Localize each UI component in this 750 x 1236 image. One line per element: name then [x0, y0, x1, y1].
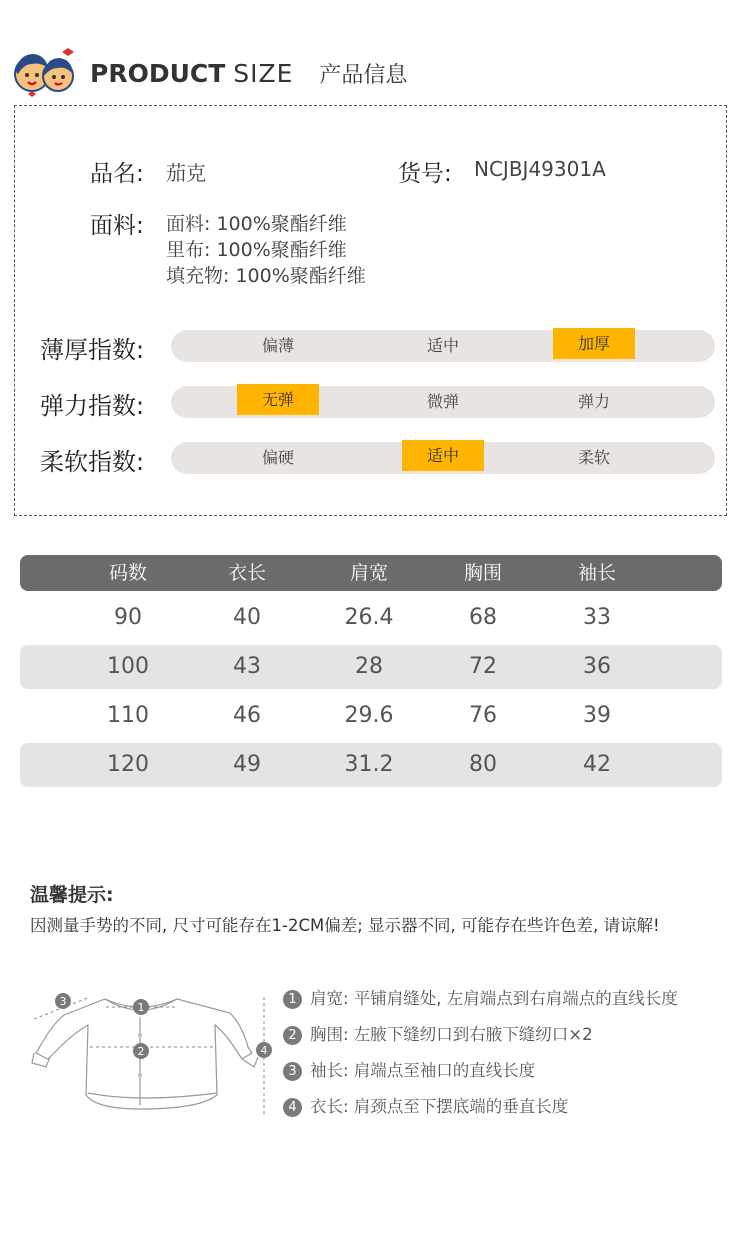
col-header: 袖长 [577, 562, 616, 584]
table-cell: 76 [469, 703, 497, 728]
index-option: 适中 [426, 336, 459, 355]
measure-text: 衣长: 肩颈点至下摆底端的垂直长度 [310, 1097, 569, 1116]
title-cn: 产品信息 [319, 63, 408, 88]
fabric-line: 里布: 100%聚酯纤维 [166, 239, 347, 261]
svg-text:4: 4 [260, 1044, 268, 1057]
number-badge-icon: 1 [283, 990, 302, 1009]
table-cell: 28 [355, 654, 383, 679]
svg-text:2: 2 [137, 1045, 145, 1058]
index-option-selected: 无弹 [237, 384, 319, 415]
measure-text: 胸围: 左腋下缝纫口到右腋下缝纫口×2 [310, 1025, 593, 1044]
jacket-diagram-icon [20, 985, 280, 1125]
number-badge-icon: 3 [283, 1062, 302, 1081]
measure-item [283, 1057, 535, 1081]
kids-logo-icon [10, 44, 80, 100]
table-row [20, 645, 722, 689]
tips-text: 因测量手势的不同, 尺寸可能存在1-2CM偏差; 显示器不同, 可能存在些许色差, 请谅解! [30, 916, 660, 935]
measure-text: 袖长: 肩端点至袖口的直线长度 [310, 1061, 536, 1080]
fabric-label: 面料: [90, 213, 144, 239]
table-cell: 68 [469, 605, 497, 630]
table-cell: 72 [469, 654, 497, 679]
col-header: 胸围 [463, 562, 502, 584]
elasticity-index-bar [171, 386, 715, 418]
table-cell: 100 [107, 654, 149, 679]
number-badge-icon: 2 [283, 1026, 302, 1045]
table-cell: 36 [583, 654, 611, 679]
measure-item [283, 1093, 568, 1117]
table-cell: 43 [233, 654, 261, 679]
svg-text:3: 3 [59, 995, 67, 1008]
name-value: 茄克 [166, 161, 206, 185]
title-bold: PRODUCT [90, 59, 226, 88]
table-cell: 42 [583, 752, 611, 777]
sku-value: NCJBJ49301A [474, 157, 606, 181]
index-option: 偏薄 [261, 336, 294, 355]
table-cell: 31.2 [344, 752, 394, 777]
measure-item [283, 985, 678, 1009]
softness-index-label: 柔软指数: [40, 448, 145, 476]
name-label: 品名: [90, 161, 144, 187]
size-table [20, 555, 722, 787]
index-option-selected: 加厚 [553, 328, 635, 359]
table-cell: 33 [583, 605, 611, 630]
fabric-line: 填充物: 100%聚酯纤维 [166, 265, 366, 287]
sku-label: 货号: [398, 161, 452, 187]
table-cell: 90 [114, 605, 142, 630]
svg-text:1: 1 [137, 1001, 145, 1014]
index-option-selected: 适中 [402, 440, 484, 471]
table-cell: 110 [107, 703, 149, 728]
table-cell: 26.4 [344, 605, 394, 630]
index-option: 偏硬 [261, 448, 294, 467]
elasticity-index-label: 弹力指数: [40, 392, 145, 420]
table-row [20, 743, 722, 787]
softness-index-bar [171, 442, 715, 474]
thickness-index-bar [171, 330, 715, 362]
table-row [20, 694, 722, 738]
index-option: 柔软 [577, 448, 610, 467]
table-cell: 80 [469, 752, 497, 777]
measure-text: 肩宽: 平铺肩缝处, 左肩端点到右肩端点的直线长度 [310, 989, 678, 1008]
table-cell: 49 [233, 752, 261, 777]
fabric-line: 面料: 100%聚酯纤维 [166, 213, 347, 235]
table-cell: 40 [233, 605, 261, 630]
table-cell: 46 [233, 703, 261, 728]
col-header: 码数 [108, 562, 147, 584]
table-cell: 120 [107, 752, 149, 777]
table-cell: 29.6 [344, 703, 394, 728]
page-title [90, 58, 407, 89]
table-header [20, 555, 722, 591]
measure-item [283, 1021, 593, 1045]
col-header: 肩宽 [349, 562, 388, 584]
number-badge-icon: 4 [283, 1098, 302, 1117]
table-cell: 39 [583, 703, 611, 728]
thickness-index-label: 薄厚指数: [40, 336, 145, 364]
index-option: 弹力 [577, 392, 610, 411]
page-header [10, 44, 730, 104]
table-row [20, 596, 722, 640]
col-header: 衣长 [227, 562, 266, 584]
tips-title: 温馨提示: [30, 884, 114, 906]
title-light: SIZE [233, 59, 294, 88]
index-option: 微弹 [426, 392, 459, 411]
